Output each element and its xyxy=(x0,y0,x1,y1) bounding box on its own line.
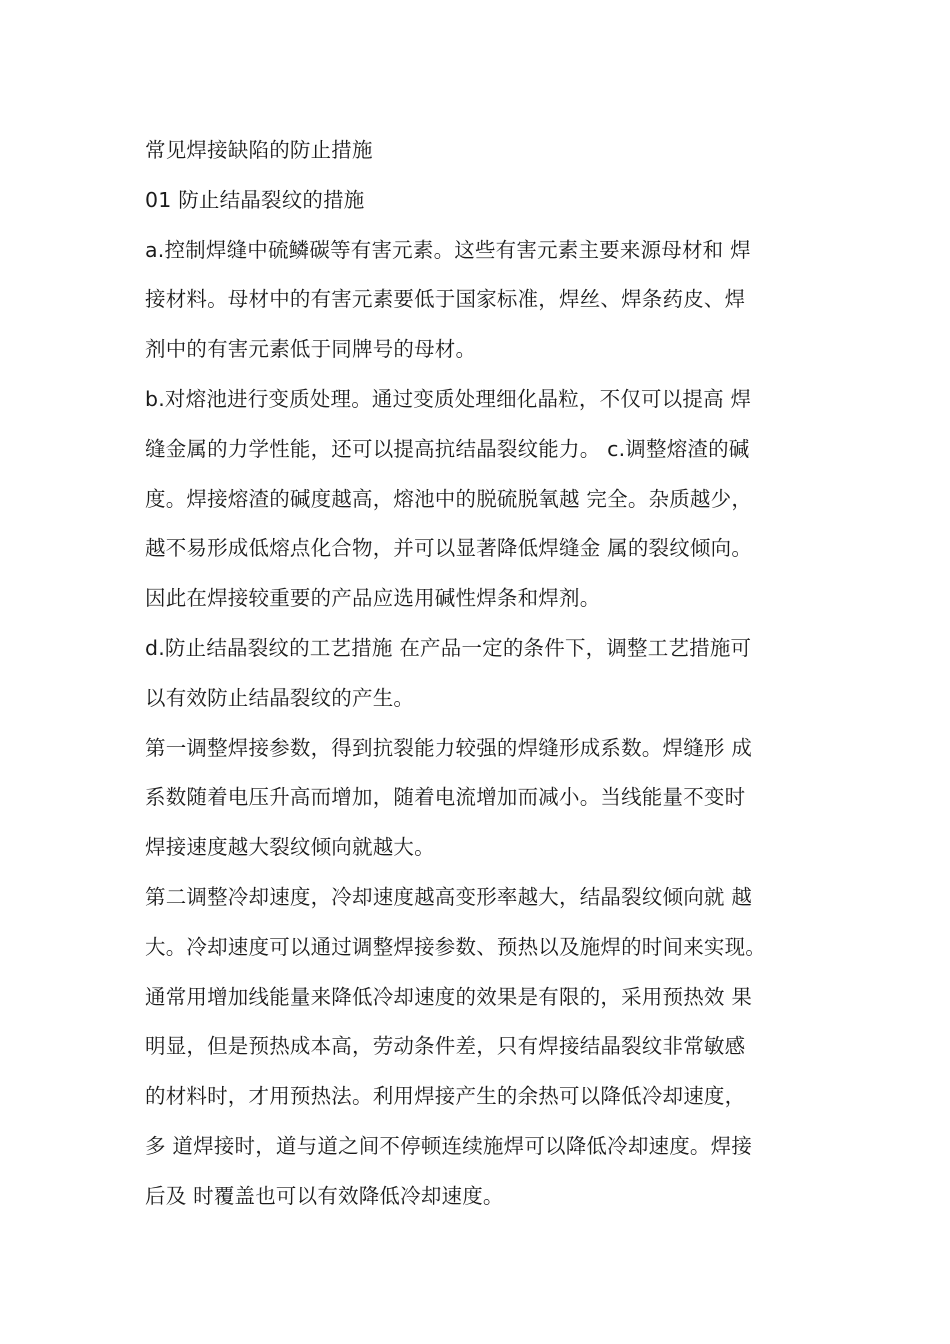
paragraph-second-line: 多 道焊接时，道与道之间不停顿连续施焊可以降低冷却速度。焊接 xyxy=(145,1133,753,1158)
document-title: 常见焊接缺陷的防止措施 xyxy=(145,138,373,162)
document-body xyxy=(145,126,825,1222)
paragraph-c-line: 度。焊接熔渣的碱度越高，熔池中的脱硫脱氧越 完全。杂质越少， xyxy=(145,486,753,511)
paragraph-b-line: b.对熔池进行变质处理。通过变质处理细化晶粒，不仅可以提高 焊 xyxy=(145,386,752,411)
paragraph-c-line: 因此在焊接较重要的产品应选用碱性焊条和焊剂。 xyxy=(145,586,601,611)
paragraph-c-line: 越不易形成低熔点化合物，并可以显著降低焊缝金 属的裂纹倾向。 xyxy=(145,536,753,561)
paragraph-a-line: a.控制焊缝中硫鳞碳等有害元素。这些有害元素主要来源母材和 焊 xyxy=(145,237,751,262)
paragraph-second-line: 后及 时覆盖也可以有效降低冷却速度。 xyxy=(145,1183,504,1208)
section-heading: 01 防止结晶裂纹的措施 xyxy=(145,187,365,212)
paragraph-second-line: 的材料时，才用预热法。利用焊接产生的余热可以降低冷却速度， xyxy=(145,1084,746,1109)
paragraph-second-line: 第二调整冷却速度，冷却速度越高变形率越大，结晶裂纹倾向就 越 xyxy=(145,884,753,909)
paragraph-first-line: 系数随着电压升高而增加，随着电流增加而减小。当线能量不变时 xyxy=(145,785,746,810)
paragraph-first-line: 焊接速度越大裂纹倾向就越大。 xyxy=(145,835,435,860)
paragraph-d-line: d.防止结晶裂纹的工艺措施 在产品一定的条件下，调整工艺措施可 xyxy=(145,635,752,660)
paragraph-a-line: 剂中的有害元素低于同牌号的母材。 xyxy=(145,337,477,362)
paragraph-b-line: 缝金属的力学性能，还可以提高抗结晶裂纹能力。 c.调整熔渣的碱 xyxy=(145,436,750,461)
paragraph-a-line: 接材料。母材中的有害元素要低于国家标准，焊丝、焊条药皮、焊 xyxy=(145,287,746,312)
paragraph-d-line: 以有效防止结晶裂纹的产生。 xyxy=(145,685,415,710)
paragraph-second-line: 大。冷却速度可以通过调整焊接参数、预热以及施焊的时间来实现。 xyxy=(145,934,766,959)
paragraph-second-line: 通常用增加线能量来降低冷却速度的效果是有限的，采用预热效 果 xyxy=(145,984,753,1009)
paragraph-first-line: 第一调整焊接参数，得到抗裂能力较强的焊缝形成系数。焊缝形 成 xyxy=(145,735,753,760)
paragraph-second-line: 明显，但是预热成本高，劳动条件差，只有焊接结晶裂纹非常敏感 xyxy=(145,1034,746,1059)
